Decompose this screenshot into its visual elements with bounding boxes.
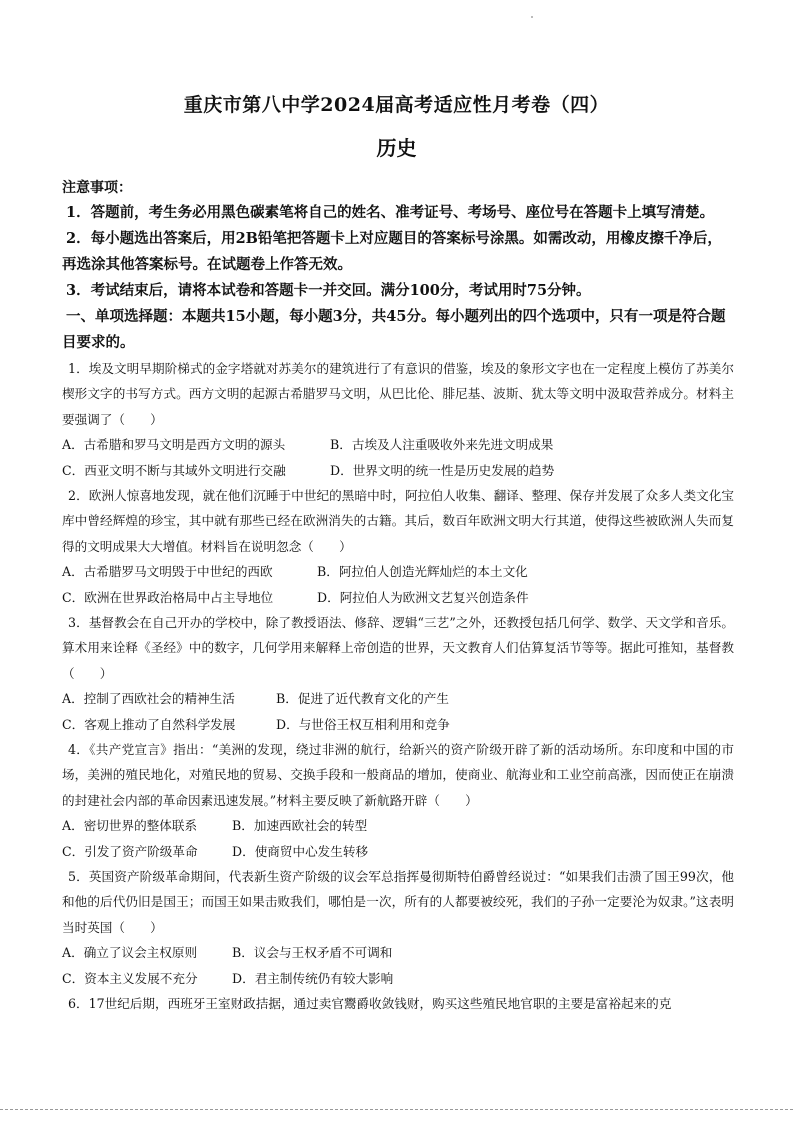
option-row bbox=[62, 585, 734, 610]
option-a: A．控制了西欧社会的精神生活 bbox=[62, 691, 235, 707]
option-c: C．资本主义发展不充分 bbox=[62, 970, 198, 986]
option-d: D．使商贸中心发生转移 bbox=[232, 843, 369, 859]
option-row bbox=[62, 432, 734, 457]
option-c: C．客观上推动了自然科学发展 bbox=[62, 716, 236, 732]
option-c: C．引发了资产阶级革命 bbox=[62, 843, 198, 859]
option-row bbox=[62, 813, 734, 838]
question-stem: 1．埃及文明早期阶梯式的金字塔就对苏美尔的建筑进行了有意识的借鉴，埃及的象形文字也在一定程度上模仿了苏美尔楔形文字的书写方式。西方文明的起源古希腊罗马文明，从巴比伦、腓尼基、波斯、犹太等文明中汲取营养成分。材料主要强调了（ ） bbox=[62, 361, 734, 427]
page-title: 重庆市第八中学2024届高考适应性月考卷（四） bbox=[183, 94, 610, 116]
question-stem: 5．英国资产阶级革命期间，代表新生资产阶级的议会军总指挥曼彻斯特伯爵曾经说过：“如果我们击溃了国王99次，他和他的后代仍旧是国王；而国王如果击败我们，哪怕是一次，所有的人都要被绞死，我们的子孙一定要沦为奴隶。”这表明当时英国（ ） bbox=[62, 869, 734, 935]
option-a: A．确立了议会主权原则 bbox=[62, 945, 198, 961]
question-stem: 3．基督教会在自己开办的学校中，除了教授语法、修辞、逻辑“三艺”之外，还教授包括几何学、数学、天文学和音乐。算术用来诠释《圣经》中的数字，几何学用来解释上帝创造的世界，天文教育人们估算复活节等等。据此可推知，基督教（ ） bbox=[62, 615, 734, 681]
subject-title: 历史 bbox=[376, 136, 417, 160]
option-b: B．加速西欧社会的转型 bbox=[232, 818, 368, 834]
option-b: B．促进了近代教育文化的产生 bbox=[276, 691, 449, 707]
exam-content bbox=[62, 176, 734, 1016]
option-row bbox=[62, 686, 734, 711]
option-a: A．密切世界的整体联系 bbox=[62, 818, 198, 834]
question-stem: 2．欧洲人惊喜地发现，就在他们沉睡于中世纪的黑暗中时，阿拉伯人收集、翻译、整理、保存并发展了众多人类文化宝库中曾经辉煌的珍宝，其中就有那些已经在欧洲消失的古籍。其后，数百年欧洲文明大行其道，使得这些被欧洲人失而复得的文明成果大大增值。材料旨在说明忽念（ ） bbox=[62, 488, 734, 554]
option-d: D．君主制传统仍有较大影响 bbox=[232, 970, 394, 986]
option-b: B．古埃及人注重吸收外来先进文明成果 bbox=[330, 437, 554, 453]
option-d: D．阿拉伯人为欧洲文艺复兴创造条件 bbox=[317, 589, 529, 605]
option-d: D．与世俗王权互相利用和竞争 bbox=[276, 716, 450, 732]
option-d: D．世界文明的统一性是历史发展的趋势 bbox=[330, 462, 555, 478]
option-row bbox=[62, 966, 734, 991]
option-row bbox=[62, 839, 734, 864]
question-stem: 4．《共产党宣言》指出：“美洲的发现，绕过非洲的航行，给新兴的资产阶级开辟了新的活动场所。东印度和中国的市场，美洲的殖民地化，对殖民地的贸易、交换手段和一般商品的增加，使商业、航海业和工业空前高涨，因而使正在崩溃的封建社会内部的革命因素迅速发展。”材料主要反映了新航路开辟（ ） bbox=[62, 742, 734, 808]
section-title: 一、单项选择题：本题共15小题，每小题3分，共45分。每小题列出的四个选项中，只有一项是符合题目要求的。 bbox=[62, 308, 726, 351]
page-bottom-border bbox=[0, 1109, 793, 1110]
option-a: A．古希腊罗马文明毁于中世纪的西欧 bbox=[62, 564, 273, 580]
notice-item: 2．每小题选出答案后，用2B铅笔把答题卡上对应题目的答案标号涂黑。如需改动，用橡皮擦千净后，再选涂其他答案标号。在试题卷上作答无效。 bbox=[62, 230, 722, 273]
option-row bbox=[62, 559, 734, 584]
option-c: C．西亚文明不断与其域外文明进行交融 bbox=[62, 462, 286, 478]
notice-item: 1．答题前，考生务必用黑色碳素笔将自己的姓名、准考证号、考场号、座位号在答题卡上填写清楚。 bbox=[66, 204, 715, 221]
question-stem: 6．17世纪后期，西班牙王室财政拮据，通过卖官鬻爵收敛钱财，购买这些殖民地官职的主要是富裕起来的克 bbox=[68, 996, 672, 1011]
option-b: B．议会与王权矛盾不可调和 bbox=[232, 945, 393, 961]
option-a: A．古希腊和罗马文明是西方文明的源头 bbox=[62, 437, 286, 453]
option-row bbox=[62, 712, 734, 737]
option-b: B．阿拉伯人创造光辉灿烂的本土文化 bbox=[317, 564, 528, 580]
notice-item: 3．考试结束后，请将本试卷和答题卡一并交回。满分100分，考试用时75分钟。 bbox=[66, 282, 591, 299]
scan-dot bbox=[531, 16, 533, 18]
option-row bbox=[62, 940, 734, 965]
option-row bbox=[62, 458, 734, 483]
notice-heading: 注意事项： bbox=[62, 180, 132, 196]
option-c: C．欧洲在世界政治格局中占主导地位 bbox=[62, 589, 274, 605]
